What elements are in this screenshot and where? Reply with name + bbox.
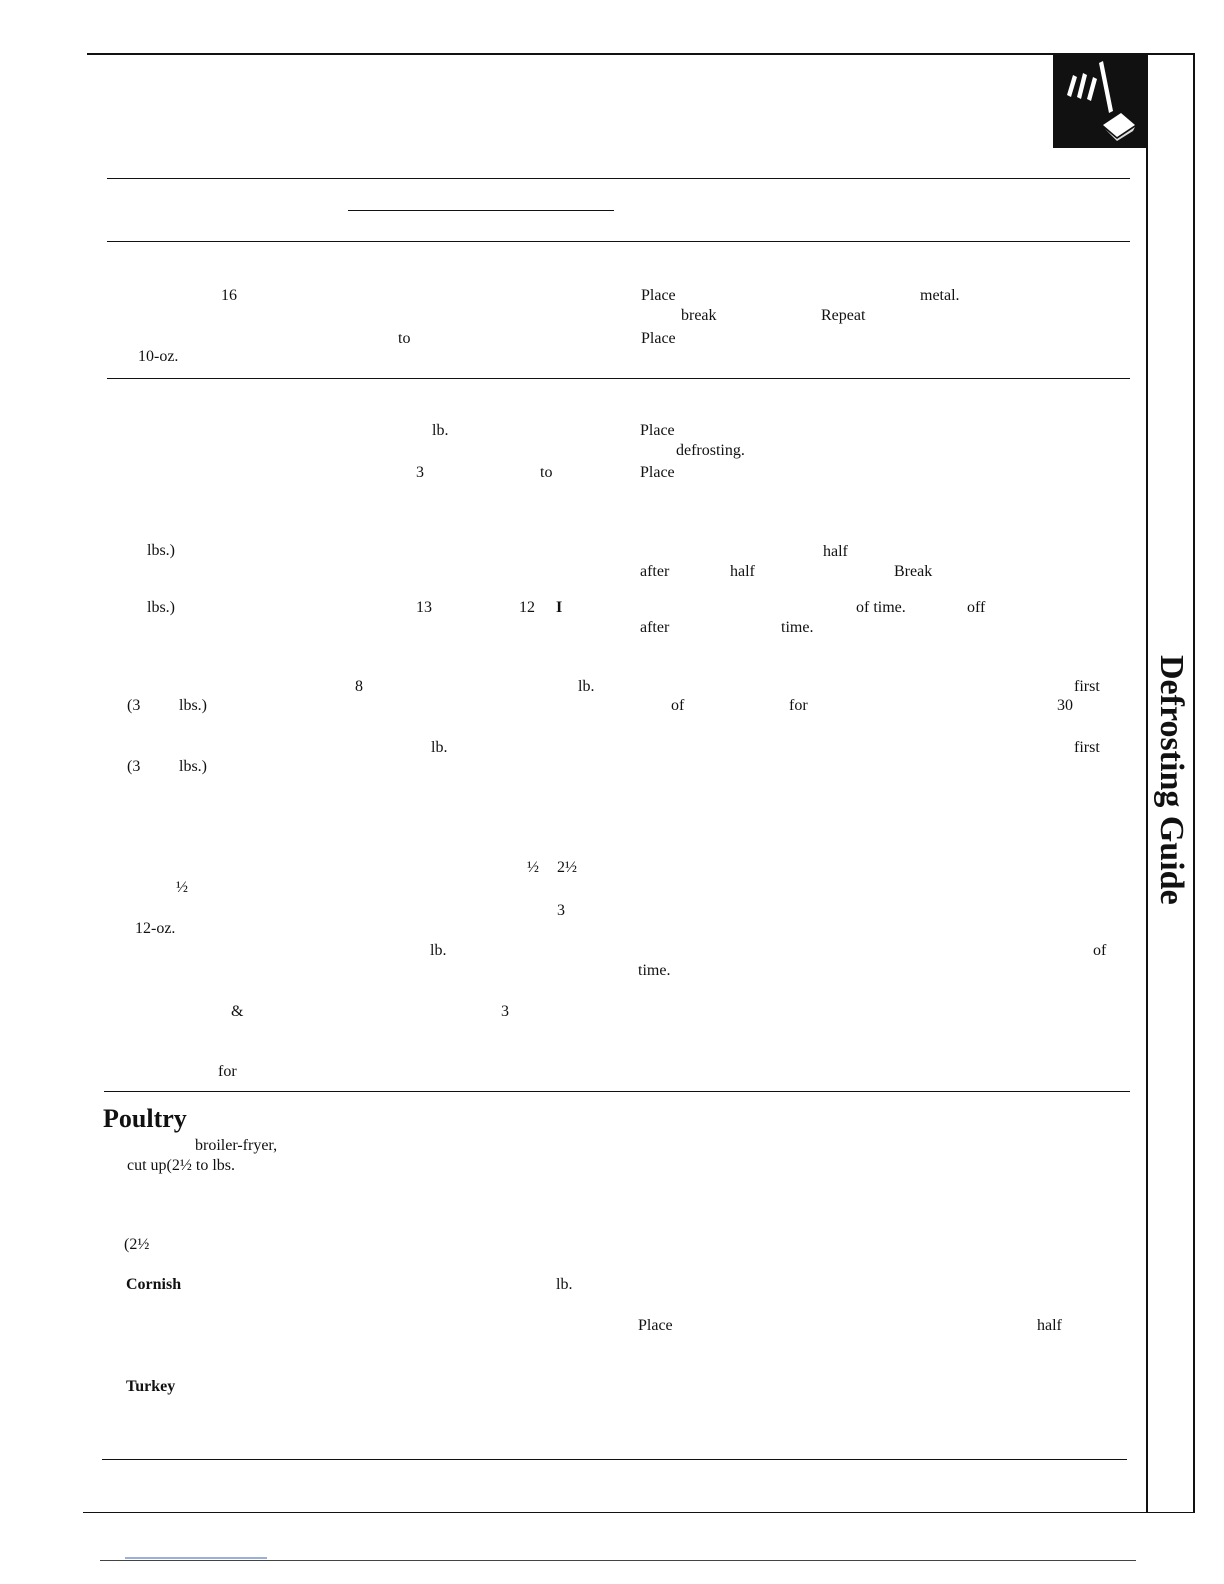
cell-text: Break (894, 563, 933, 580)
item-label-cornish: Cornish (126, 1276, 182, 1293)
cell-text: 8 (355, 678, 363, 695)
cell-text: half (730, 563, 755, 580)
cell-text: Place (640, 464, 675, 481)
cell-text: & (231, 1003, 244, 1020)
cell-text: 10-oz. (138, 348, 179, 365)
side-title: Defrosting Guide (1153, 655, 1190, 905)
cell-text: of time. (856, 599, 906, 616)
cell-text: time. (781, 619, 814, 636)
cell-text: lbs.) (147, 599, 175, 616)
cell-text: lbs.) (147, 542, 175, 559)
cell-text: lbs.) (179, 758, 207, 775)
cell-text: Place (641, 330, 676, 347)
cell-text: lb. (578, 678, 595, 695)
cell-text: of (671, 697, 685, 714)
cell-text: (3 (127, 697, 141, 714)
cell-text: lb. (556, 1276, 573, 1293)
cell-text: half (1037, 1317, 1062, 1334)
cell-text: ½ (176, 879, 188, 896)
cell-text: cut up(2½ to lbs. (127, 1157, 235, 1174)
cell-text: broiler-fryer, (195, 1137, 278, 1154)
cell-text: to (540, 464, 553, 481)
cell-text: after (640, 563, 670, 580)
cell-text: of (1093, 942, 1107, 959)
item-label-turkey: Turkey (126, 1378, 176, 1395)
cell-text: 12 (519, 599, 535, 616)
cell-text: first (1074, 739, 1100, 756)
cell-text: Place (640, 422, 675, 439)
cell-text: Place (641, 287, 676, 304)
cell-text: lb. (431, 739, 448, 756)
header-rule-1 (107, 178, 1130, 179)
bottom-rule (83, 1512, 1195, 1513)
cell-text: for (789, 697, 808, 714)
cell-text: first (1074, 678, 1100, 695)
row-rule-2 (104, 1091, 1130, 1092)
cell-text: off (967, 599, 986, 616)
cell-text: Repeat (821, 307, 866, 324)
cell-text: break (681, 307, 717, 324)
right-border (1193, 53, 1195, 1513)
row-rule-3 (102, 1459, 1127, 1460)
hand-pressing-button-icon (1053, 55, 1148, 148)
side-inner-border (1146, 148, 1148, 1513)
header-rule-2 (107, 241, 1130, 242)
cell-text: Place (638, 1317, 673, 1334)
cell-text: lbs.) (179, 697, 207, 714)
cell-text: time. (638, 962, 671, 979)
cell-text: ½ (527, 859, 539, 876)
cell-text: after (640, 619, 670, 636)
cell-text: 16 (221, 287, 237, 304)
cell-text: 12-oz. (135, 920, 176, 937)
cell-text: half (823, 543, 848, 560)
cell-text: (2½ (124, 1236, 150, 1253)
footer-rule (100, 1560, 1136, 1561)
cell-text: 30 (1057, 697, 1073, 714)
cell-text: 3 (557, 902, 565, 919)
cell-text: to (398, 330, 411, 347)
cell-text: (3 (127, 758, 141, 775)
footer-link-bar[interactable] (125, 1557, 267, 1559)
section-title-poultry: Poultry (103, 1104, 187, 1133)
row-rule-1 (107, 378, 1130, 379)
cell-text: I (556, 599, 563, 616)
cell-text: 2½ (557, 859, 577, 876)
header-underline (348, 210, 614, 211)
cell-text: metal. (920, 287, 960, 304)
top-rule (87, 53, 1195, 55)
cell-text: 13 (416, 599, 432, 616)
cell-text: lb. (430, 942, 447, 959)
cell-text: defrosting. (676, 442, 745, 459)
cell-text: 3 (416, 464, 424, 481)
cell-text: 3 (501, 1003, 509, 1020)
cell-text: lb. (432, 422, 449, 439)
cell-text: for (218, 1063, 237, 1080)
